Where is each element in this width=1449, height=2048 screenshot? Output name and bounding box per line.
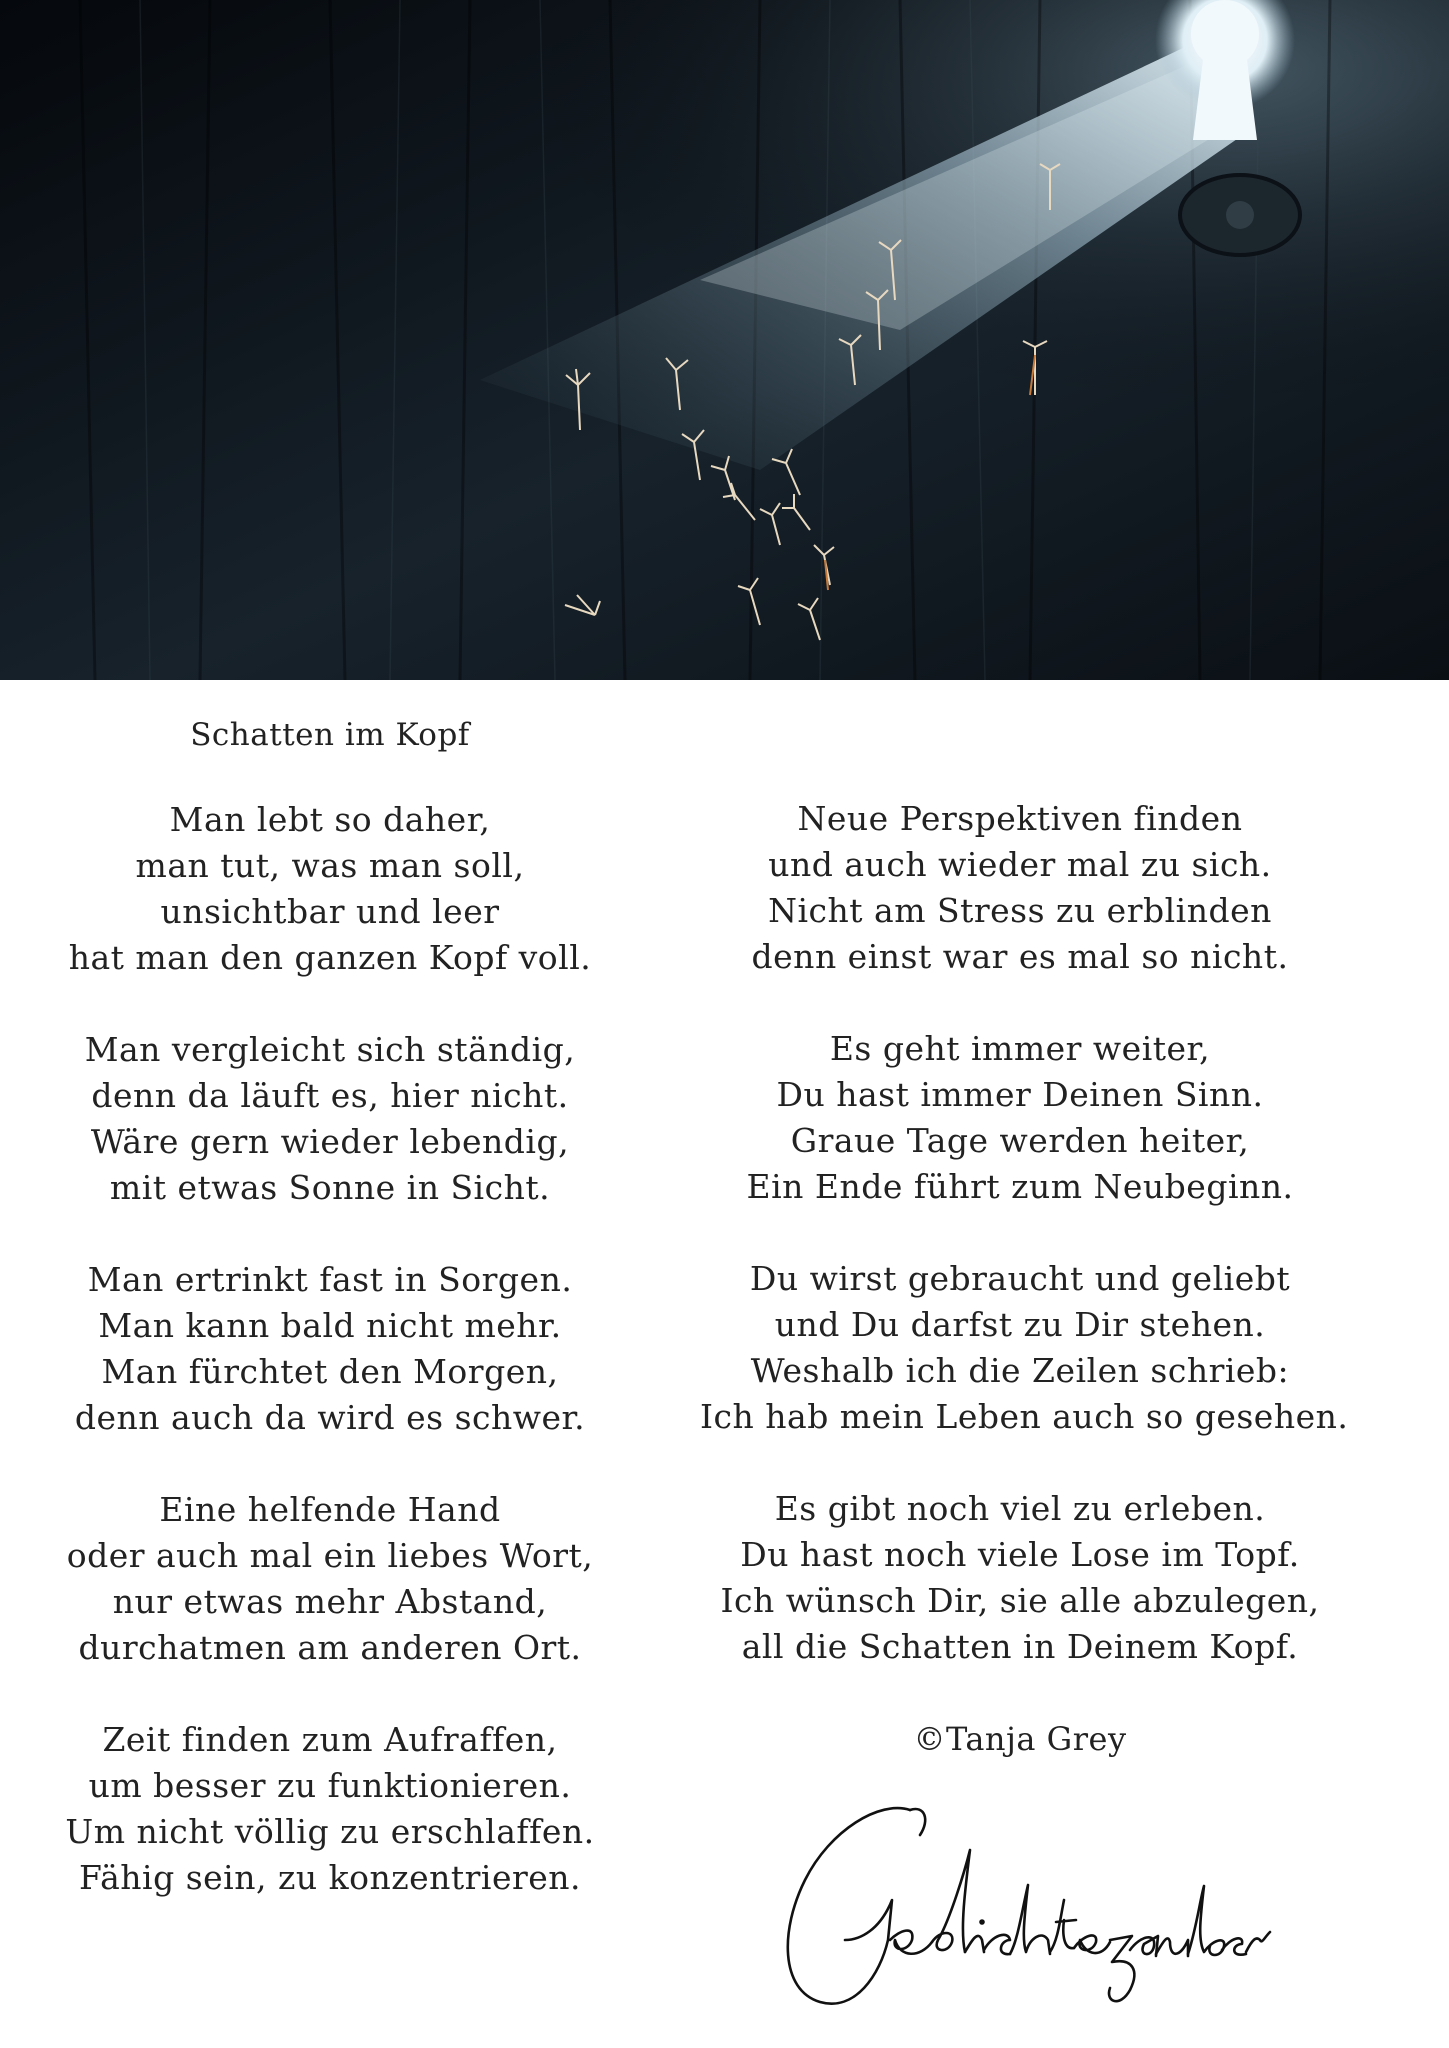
stanza — [700, 1256, 1349, 1440]
signature-logo — [760, 1790, 1280, 2020]
poem-line: oder auch mal ein liebes Wort, — [66, 1536, 594, 1575]
stanza — [40, 1487, 620, 1671]
poem-line: und auch wieder mal zu sich. — [768, 845, 1272, 884]
poem-line: Man lebt so daher, — [169, 800, 491, 839]
stanza — [40, 1257, 620, 1441]
poem-right-column — [700, 796, 1349, 1762]
poem-line: mit etwas Sonne in Sicht. — [109, 1168, 551, 1207]
poem-line: Ich wünsch Dir, sie alle abzulegen, — [720, 1581, 1320, 1620]
poem-line: Du hast noch viele Lose im Topf. — [740, 1535, 1300, 1574]
poem-line: unsichtbar und leer — [160, 892, 500, 931]
poem-line: Ein Ende führt zum Neubeginn. — [746, 1167, 1294, 1206]
stanza — [40, 797, 620, 981]
poem-line: durchatmen am anderen Ort. — [78, 1628, 582, 1667]
poem-line: Es geht immer weiter, — [829, 1029, 1211, 1068]
poem-line: Ich hab mein Leben auch so gesehen. — [700, 1397, 1349, 1436]
poem-line: Du hast immer Deinen Sinn. — [776, 1075, 1264, 1114]
stanza — [40, 1027, 620, 1211]
poem-line: Nicht am Stress zu erblinden — [768, 891, 1272, 930]
poem-line: nur etwas mehr Abstand, — [112, 1582, 548, 1621]
poem-line: Zeit finden zum Aufraffen, — [102, 1720, 558, 1759]
poem-line: Du wirst gebraucht und geliebt — [749, 1259, 1291, 1298]
poem-line: und Du darfst zu Dir stehen. — [774, 1305, 1266, 1344]
poem-line: hat man den ganzen Kopf voll. — [68, 938, 592, 977]
poem-line: Man ertrinkt fast in Sorgen. — [87, 1260, 573, 1299]
poem-line: Graue Tage werden heiter, — [790, 1121, 1250, 1160]
poem-line: man tut, was man soll, — [135, 846, 525, 885]
poem-line: denn einst war es mal so nicht. — [751, 937, 1289, 976]
stanza — [700, 1486, 1340, 1670]
poem-line: um besser zu funktionieren. — [88, 1766, 572, 1805]
poem-line: Um nicht völlig zu erschlaffen. — [65, 1812, 595, 1851]
poem-left-column — [40, 712, 620, 1947]
poem-line: Man kann bald nicht mehr. — [98, 1306, 562, 1345]
poem-line: Wäre gern wieder lebendig, — [90, 1122, 570, 1161]
poem-line: Man fürchtet den Morgen, — [101, 1352, 559, 1391]
stanza — [40, 1717, 620, 1901]
stanza — [700, 1026, 1340, 1210]
keyhole-light-illustration — [0, 0, 1449, 680]
poem-line: Weshalb ich die Zeilen schrieb: — [750, 1351, 1290, 1390]
poem-line: Eine helfende Hand — [159, 1490, 501, 1529]
poem-line: Neue Perspektiven finden — [797, 799, 1243, 838]
poem-line: Es gibt noch viel zu erleben. — [774, 1489, 1266, 1528]
poem-line: all die Schatten in Deinem Kopf. — [741, 1627, 1299, 1666]
stanza — [700, 796, 1340, 980]
poem-line: denn auch da wird es schwer. — [74, 1398, 586, 1437]
poem-title: Schatten im Kopf — [190, 717, 470, 753]
poem-line: denn da läuft es, hier nicht. — [91, 1076, 569, 1115]
poem-line: Man vergleicht sich ständig, — [84, 1030, 576, 1069]
hero-image — [0, 0, 1449, 680]
copyright-text: ©Tanja Grey — [913, 1720, 1127, 1758]
poem-line: Fähig sein, zu konzentrieren. — [78, 1858, 582, 1897]
